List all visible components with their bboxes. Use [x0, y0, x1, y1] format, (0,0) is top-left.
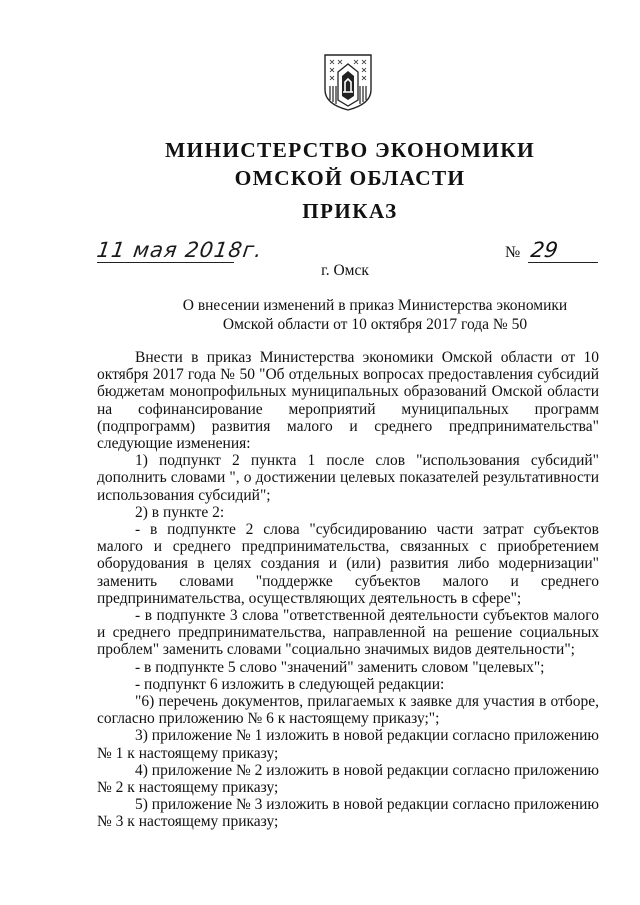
number-sign: № — [505, 244, 521, 261]
paragraph: 4) приложение № 2 изложить в новой редакции согласно приложению № 2 к настоящему приказу; — [97, 761, 599, 797]
order-date: 11 мая 2018г. — [95, 238, 265, 262]
order-subject: О внесении изменений в приказ Министерства экономики Омской области от 10 октября 2017 года № 50 — [182, 297, 568, 333]
paragraph: - в подпункте 2 слова "субсидированию части затрат субъектов малого и среднего предпринимательства, связанных с приобретением оборудования в целях создания и (или) развития либо модернизации" заменить словами "поддержке субъектов малого и среднего предпринимательства, осуществляющих деятельность в сфере"; — [97, 521, 599, 607]
ministry-name-line1: МИНИСТЕРСТВО ЭКОНОМИКИ — [165, 138, 535, 162]
paragraph: 5) приложение № 3 изложить в новой редакции согласно приложению № 3 к настоящему приказу; — [97, 796, 599, 831]
paragraph: "6) перечень документов, прилагаемых к заявке для участия в отборе, согласно приложению № 6 к настоящему приказу;"; — [97, 693, 599, 728]
order-number: 29 — [529, 238, 560, 262]
order-title: ПРИКАЗ — [302, 199, 398, 223]
paragraph: 3) приложение № 1 изложить в новой редакции согласно приложению № 1 к настоящему приказу; — [97, 727, 599, 762]
ministry-name — [0, 136, 640, 192]
omsk-coat-of-arms-icon — [322, 52, 374, 112]
paragraph: - в подпункте 5 слово "значений" заменить словом "целевых"; — [135, 658, 545, 676]
paragraph: 2) в пункте 2: — [135, 503, 225, 521]
paragraph: - подпункт 6 изложить в следующей редакции: — [135, 675, 445, 693]
paragraph: 1) подпункт 2 пункта 1 после слов "использования субсидий" дополнить словами ", о достижении целевых показателей результативности использования субсидий"; — [97, 452, 599, 504]
city: г. Омск — [321, 262, 369, 279]
paragraph: - в подпункте 3 слова "ответственной деятельности субъектов малого и среднего предпринимательства, направленной на решение социальных проблем" заменить словами "социально значимых видов деятельности"; — [97, 607, 599, 659]
paragraph: Внести в приказ Министерства экономики Омской области от 10 октября 2017 года № 50 "Об отдельных вопросах предоставления субсидий бюджетам монопрофильных муниципальных образований Омской области на софинансирование мероприятий муниципальных программ (подпрограмм) развития малого и среднего предпринимательства" следующие изменения: — [97, 349, 599, 453]
order-body — [97, 349, 599, 831]
ministry-name-line2: ОМСКОЙ ОБЛАСТИ — [234, 166, 466, 190]
